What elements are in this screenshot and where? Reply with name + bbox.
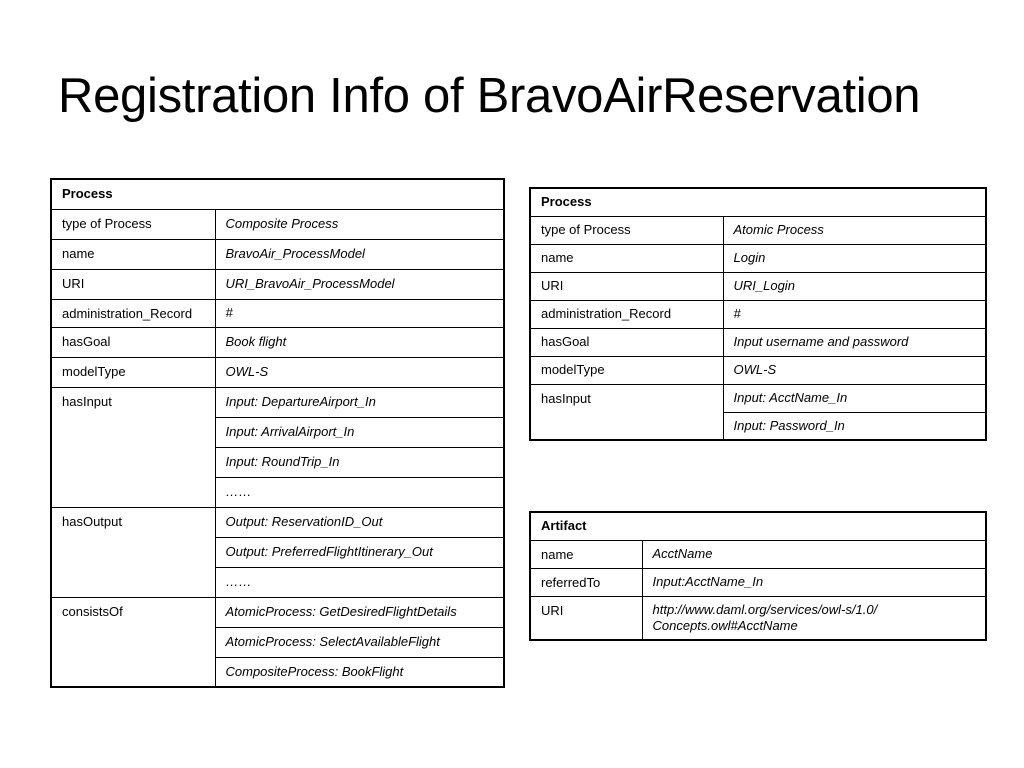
table-header-row [51, 179, 504, 209]
table-header: Artifact [530, 512, 986, 540]
table-row [51, 239, 504, 269]
table-row [51, 387, 504, 417]
row-key: modelType [530, 356, 723, 384]
table-row [530, 384, 986, 412]
table-header-row [530, 512, 986, 540]
table-row [51, 357, 504, 387]
table-row [530, 540, 986, 568]
row-value: Login [723, 244, 986, 272]
row-value: # [723, 300, 986, 328]
artifact-table [529, 511, 987, 641]
row-value: URI_BravoAir_ProcessModel [215, 269, 504, 299]
row-key: referredTo [530, 568, 642, 596]
row-key: type of Process [530, 216, 723, 244]
atomic-process-table [529, 187, 987, 441]
row-key: hasInput [51, 387, 215, 507]
table-header: Process [51, 179, 504, 209]
table-row [530, 568, 986, 596]
table-header: Process [530, 188, 986, 216]
row-value: OWL-S [723, 356, 986, 384]
row-value: Output: PreferredFlightItinerary_Out [215, 537, 504, 567]
composite-process-table [50, 178, 505, 688]
row-value: Output: ReservationID_Out [215, 507, 504, 537]
row-value: Input: ArrivalAirport_In [215, 417, 504, 447]
row-key: URI [530, 272, 723, 300]
row-value: AtomicProcess: SelectAvailableFlight [215, 627, 504, 657]
row-value: http://www.daml.org/services/owl-s/1.0/ Concepts.owl#AcctName [642, 596, 986, 640]
table-row [530, 300, 986, 328]
row-value: …… [215, 567, 504, 597]
table-row [51, 507, 504, 537]
row-value: …… [215, 477, 504, 507]
row-key: name [51, 239, 215, 269]
row-value: CompositeProcess: BookFlight [215, 657, 504, 687]
table-row [51, 597, 504, 627]
row-value: OWL-S [215, 357, 504, 387]
table-row [51, 269, 504, 299]
row-value: BravoAir_ProcessModel [215, 239, 504, 269]
row-key: hasGoal [51, 327, 215, 357]
table-row [530, 216, 986, 244]
row-key: name [530, 244, 723, 272]
row-key: type of Process [51, 209, 215, 239]
table-row [530, 244, 986, 272]
row-key: URI [530, 596, 642, 640]
table-row [530, 356, 986, 384]
table-row [51, 209, 504, 239]
row-value: # [215, 299, 504, 327]
table-row [530, 328, 986, 356]
table-row [51, 299, 504, 327]
row-key: hasGoal [530, 328, 723, 356]
row-value: Composite Process [215, 209, 504, 239]
table-row [530, 596, 986, 640]
row-value: Input: Password_In [723, 412, 986, 440]
row-value: Input:AcctName_In [642, 568, 986, 596]
slide-title: Registration Info of BravoAirReservation [58, 69, 921, 123]
row-key: hasOutput [51, 507, 215, 597]
row-key: name [530, 540, 642, 568]
row-value: Book flight [215, 327, 504, 357]
row-key: URI [51, 269, 215, 299]
table-header-row [530, 188, 986, 216]
row-key: modelType [51, 357, 215, 387]
row-value: Input: RoundTrip_In [215, 447, 504, 477]
table-row [530, 272, 986, 300]
row-key: hasInput [530, 384, 723, 440]
row-value: AcctName [642, 540, 986, 568]
row-value: AtomicProcess: GetDesiredFlightDetails [215, 597, 504, 627]
row-value: Input: AcctName_In [723, 384, 986, 412]
row-key: administration_Record [51, 299, 215, 327]
table-row [51, 327, 504, 357]
row-key: consistsOf [51, 597, 215, 687]
row-key: administration_Record [530, 300, 723, 328]
row-value: URI_Login [723, 272, 986, 300]
row-value: Input username and password [723, 328, 986, 356]
row-value: Atomic Process [723, 216, 986, 244]
row-value: Input: DepartureAirport_In [215, 387, 504, 417]
